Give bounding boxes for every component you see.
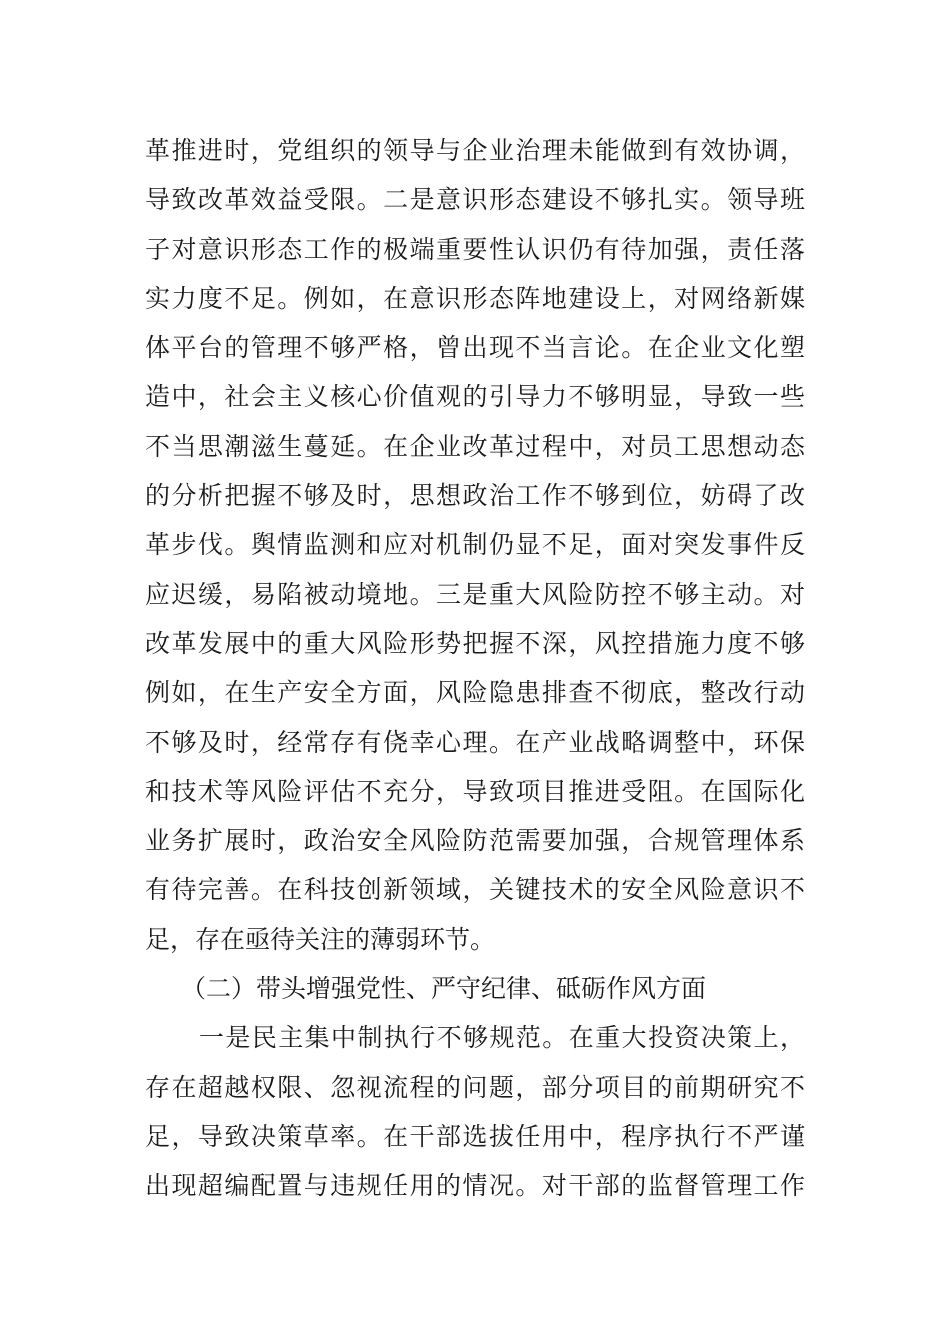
body-line: 例如，在生产安全方面，风险隐患排查不彻底，整改行动 bbox=[145, 678, 805, 708]
document-body bbox=[145, 126, 805, 1211]
section-heading: （二）带头增强党性、严守纪律、砥砺作风方面 bbox=[181, 974, 707, 1004]
body-line: 出现超编配置与违规任用的情况。对干部的监督管理工作 bbox=[145, 1171, 805, 1201]
body-line: 革推进时，党组织的领导与企业治理未能做到有效协调， bbox=[145, 136, 805, 165]
body-line: 体平台的管理不够严格，曾出现不当言论。在企业文化塑 bbox=[145, 333, 805, 363]
body-line: 革步伐。舆情监测和应对机制仍显不足，面对突发事件反 bbox=[145, 530, 805, 560]
body-line: 不当思潮滋生蔓延。在企业改革过程中，对员工思想动态 bbox=[145, 431, 805, 461]
paragraph-first-line: 一是民主集中制执行不够规范。在重大投资决策上， bbox=[199, 1023, 805, 1053]
body-line: 业务扩展时，政治安全风险防范需要加强，合规管理体系 bbox=[145, 826, 805, 856]
body-line: 造中，社会主义核心价值观的引导力不够明显，导致一些 bbox=[145, 382, 805, 412]
body-line: 不够及时，经常存有侥幸心理。在产业战略调整中，环保 bbox=[145, 727, 805, 757]
body-line: 和技术等风险评估不充分，导致项目推进受阻。在国际化 bbox=[145, 776, 805, 806]
body-line: 有待完善。在科技创新领域，关键技术的安全风险意识不 bbox=[145, 875, 805, 905]
body-line: 导致改革效益受限。二是意识形态建设不够扎实。领导班 bbox=[145, 185, 805, 215]
body-line: 应迟缓，易陷被动境地。三是重大风险防控不够主动。对 bbox=[145, 579, 805, 609]
body-line: 实力度不足。例如，在意识形态阵地建设上，对网络新媒 bbox=[145, 283, 805, 313]
body-line: 子对意识形态工作的极端重要性认识仍有待加强，责任落 bbox=[145, 234, 805, 264]
body-line: 的分析把握不够及时，思想政治工作不够到位，妨碍了改 bbox=[145, 481, 805, 511]
body-line: 足，导致决策草率。在干部选拔任用中，程序执行不严谨 bbox=[145, 1121, 805, 1151]
paragraph-end-line: 足，存在亟待关注的薄弱环节。 bbox=[145, 924, 496, 954]
body-line: 改革发展中的重大风险形势把握不深，风控措施力度不够 bbox=[145, 628, 805, 658]
body-line: 存在超越权限、忽视流程的问题，部分项目的前期研究不 bbox=[145, 1072, 805, 1102]
